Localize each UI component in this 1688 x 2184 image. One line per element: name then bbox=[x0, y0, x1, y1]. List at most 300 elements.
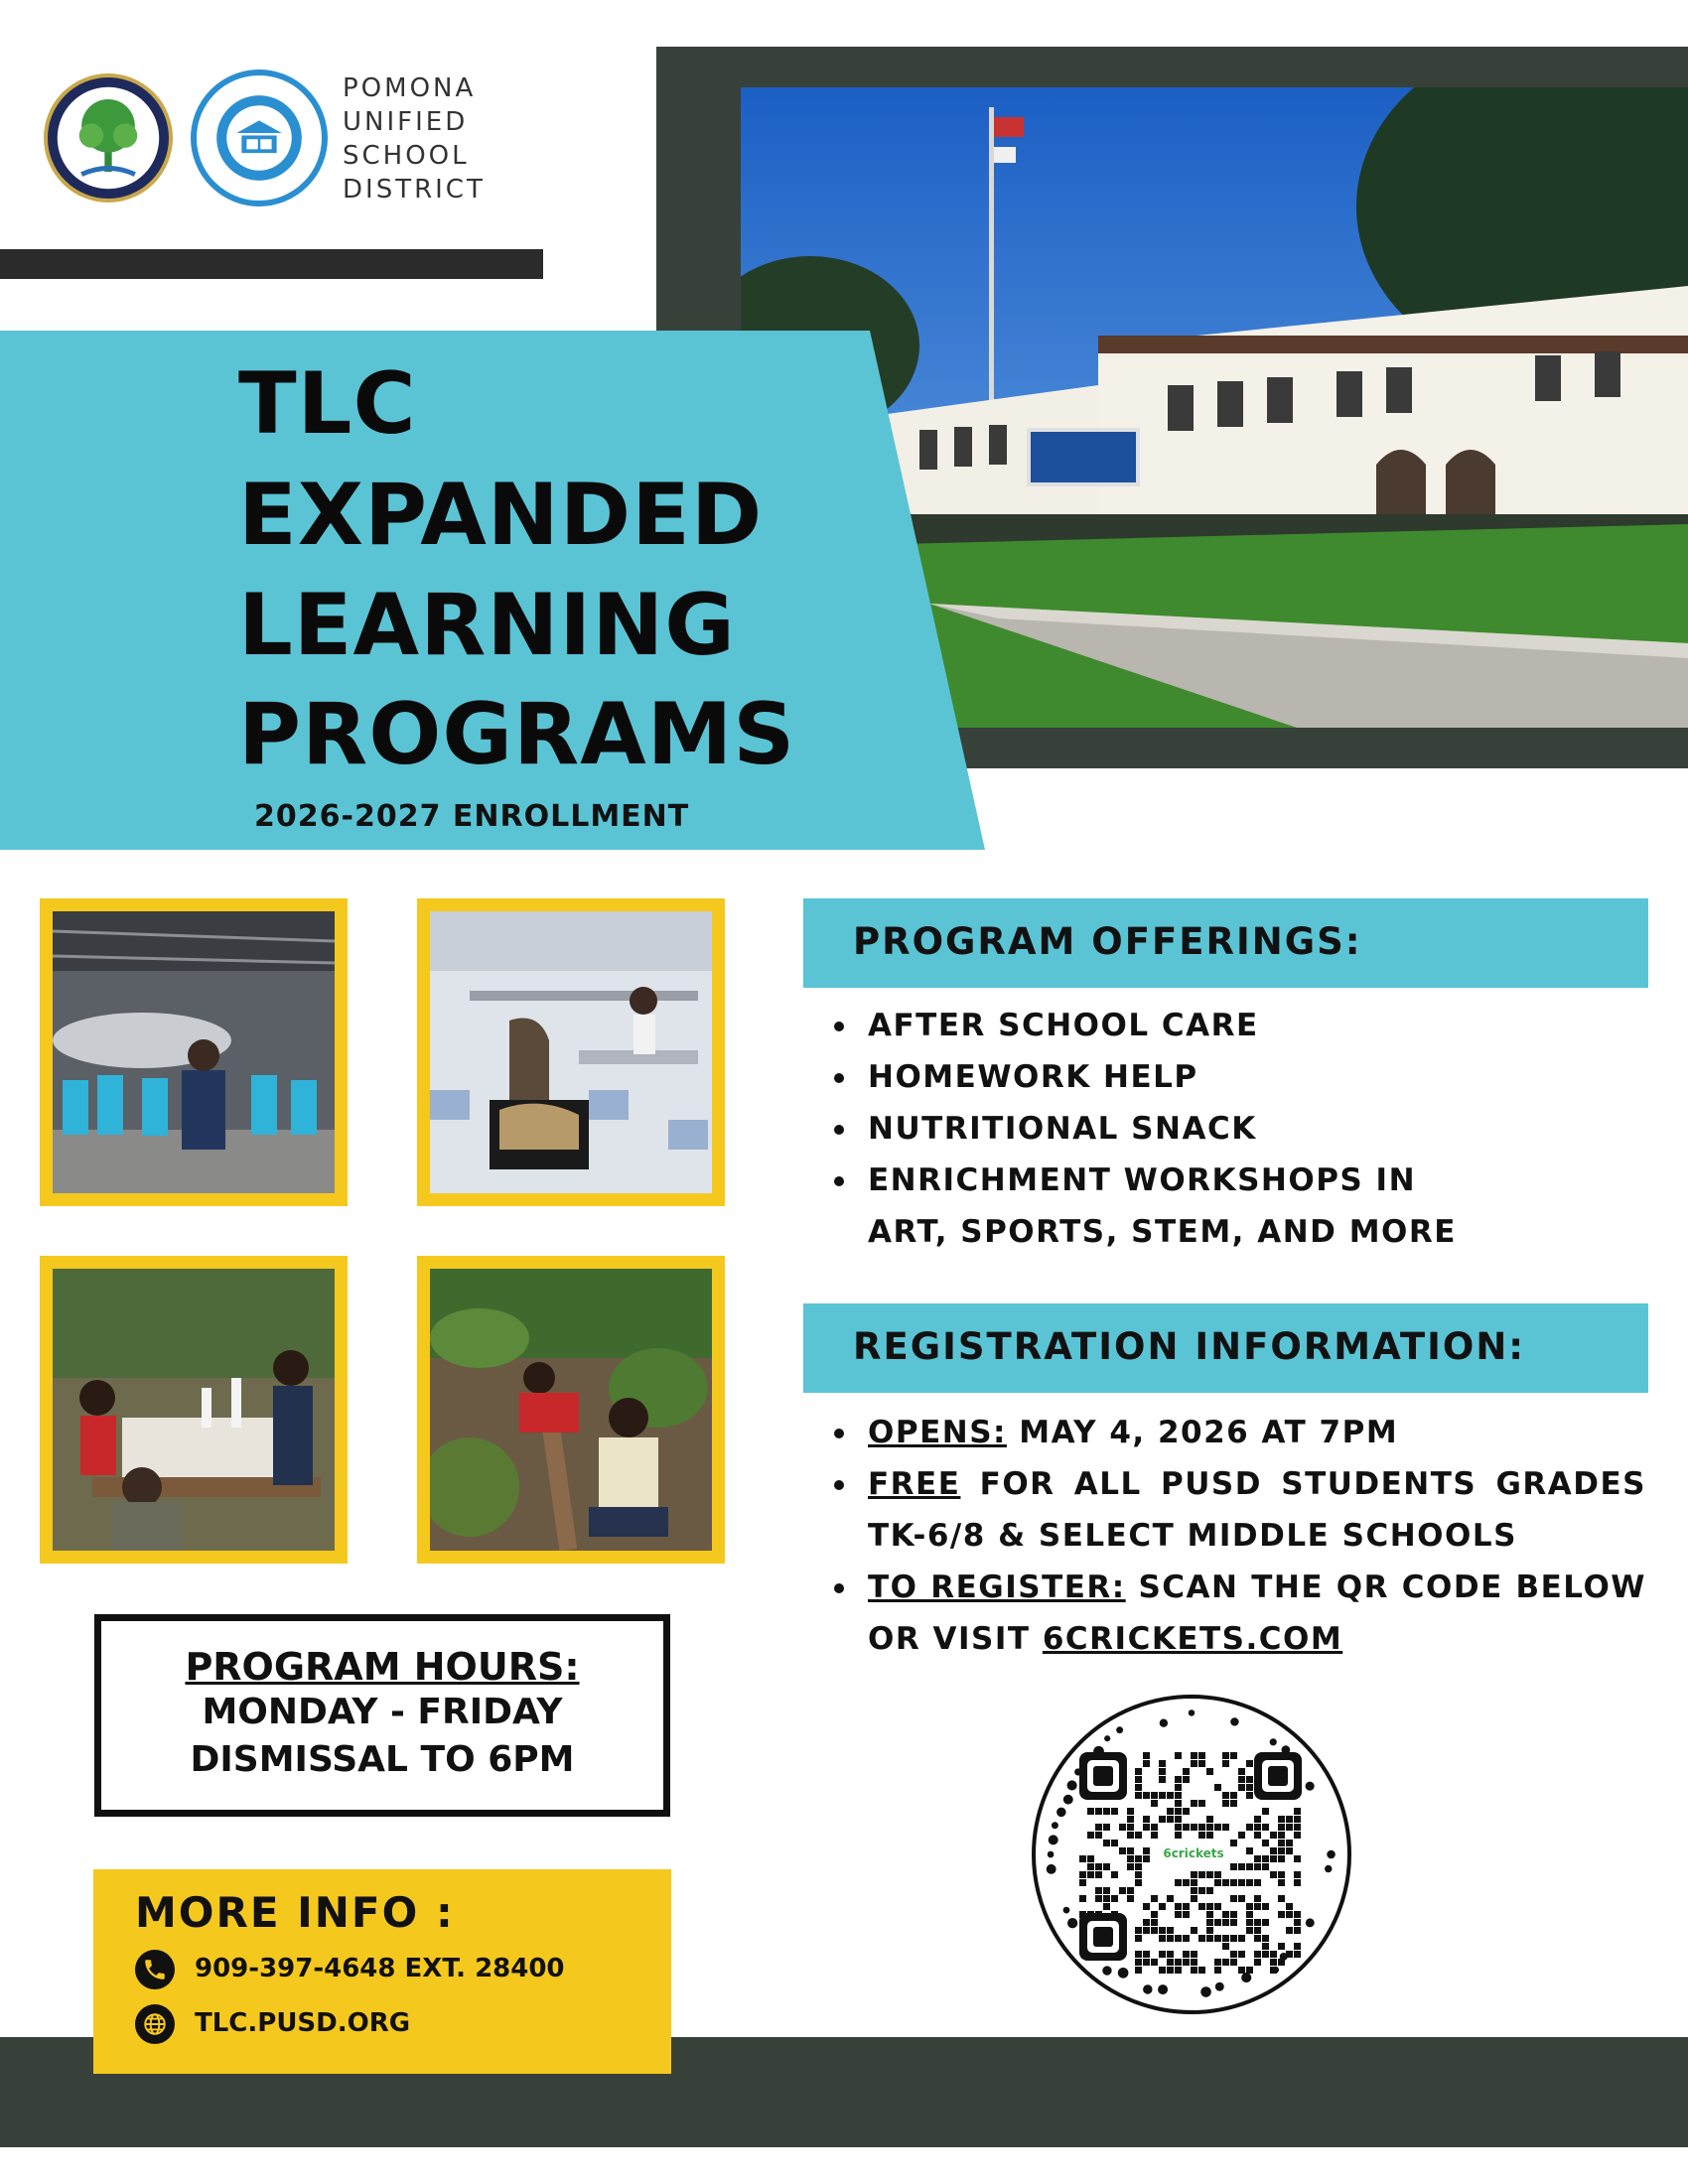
qr-module bbox=[1087, 1808, 1094, 1815]
qr-module bbox=[1286, 1816, 1293, 1823]
qr-module bbox=[1270, 1855, 1277, 1862]
qr-module bbox=[1254, 1879, 1261, 1886]
district-name-line: SCHOOL bbox=[343, 141, 470, 171]
qr-module bbox=[1198, 1887, 1205, 1894]
qr-module bbox=[1246, 1903, 1253, 1910]
qr-module bbox=[1246, 1863, 1253, 1870]
register-link[interactable]: 6CRICKETS.COM bbox=[1042, 1621, 1343, 1657]
program-hours-days: MONDAY - FRIDAY bbox=[202, 1692, 563, 1732]
qr-module bbox=[1206, 1919, 1213, 1926]
qr-module bbox=[1135, 1792, 1142, 1799]
qr-module bbox=[1183, 1879, 1190, 1886]
qr-module bbox=[1206, 1871, 1213, 1878]
qr-module bbox=[1175, 1879, 1182, 1886]
qr-module bbox=[1222, 1824, 1229, 1831]
qr-module bbox=[1206, 1911, 1213, 1918]
qr-module bbox=[1278, 1855, 1285, 1862]
qr-module bbox=[1198, 1832, 1205, 1839]
qr-module bbox=[1151, 1927, 1158, 1934]
qr-module bbox=[1175, 1903, 1182, 1910]
registration-qr-code[interactable] bbox=[1030, 1693, 1353, 2016]
qr-module bbox=[1087, 1855, 1094, 1862]
qr-module bbox=[1286, 1911, 1293, 1918]
qr-module bbox=[1103, 1895, 1110, 1902]
qr-module bbox=[1230, 1863, 1237, 1870]
qr-module bbox=[1254, 1919, 1261, 1926]
qr-module bbox=[1143, 1847, 1150, 1854]
qr-module bbox=[1262, 1903, 1269, 1910]
qr-module bbox=[1151, 1959, 1158, 1966]
qr-module bbox=[1278, 1871, 1285, 1878]
qr-ring-dot bbox=[1048, 1851, 1055, 1858]
qr-module bbox=[1151, 1824, 1158, 1831]
qr-module bbox=[1143, 1752, 1150, 1759]
list-item: NUTRITIONAL SNACK bbox=[830, 1103, 1646, 1155]
qr-module bbox=[1191, 1760, 1197, 1767]
program-offerings-title: PROGRAM OFFERINGS: bbox=[853, 920, 1362, 963]
qr-module bbox=[1135, 1776, 1142, 1783]
qr-module bbox=[1183, 1911, 1190, 1918]
qr-ring-dot bbox=[1102, 1966, 1111, 1975]
qr-ring-dot bbox=[1270, 1738, 1277, 1745]
qr-module bbox=[1246, 1967, 1253, 1974]
qr-module bbox=[1127, 1832, 1134, 1839]
qr-module bbox=[1111, 1840, 1118, 1846]
qr-module bbox=[1294, 1943, 1301, 1950]
qr-module bbox=[1119, 1824, 1126, 1831]
qr-module bbox=[1262, 1951, 1269, 1958]
district-name-line: POMONA bbox=[343, 73, 477, 103]
qr-module bbox=[1175, 1784, 1182, 1791]
qr-module bbox=[1238, 1967, 1245, 1974]
qr-module bbox=[1206, 1935, 1213, 1942]
qr-module bbox=[1238, 1776, 1245, 1783]
qr-module bbox=[1246, 1919, 1253, 1926]
qr-module bbox=[1238, 1768, 1245, 1775]
qr-module bbox=[1230, 1792, 1237, 1799]
qr-module bbox=[1198, 1752, 1205, 1759]
qr-module bbox=[1206, 1768, 1213, 1775]
qr-module bbox=[1167, 1967, 1174, 1974]
qr-module bbox=[1111, 1808, 1118, 1815]
globe-icon bbox=[135, 2004, 175, 2044]
qr-module bbox=[1198, 1871, 1205, 1878]
qr-module bbox=[1254, 1855, 1261, 1862]
qr-module bbox=[1191, 1959, 1197, 1966]
qr-ring-dot bbox=[1160, 1719, 1168, 1727]
qr-module bbox=[1167, 1951, 1174, 1958]
qr-module bbox=[1191, 1824, 1197, 1831]
qr-module bbox=[1262, 1943, 1269, 1950]
qr-module bbox=[1238, 1784, 1245, 1791]
qr-module bbox=[1151, 1832, 1158, 1839]
qr-ring-dot bbox=[1200, 1986, 1211, 1997]
qr-module bbox=[1095, 1871, 1102, 1878]
qr-module bbox=[1095, 1832, 1102, 1839]
qr-module bbox=[1198, 1967, 1205, 1974]
qr-module bbox=[1294, 1919, 1301, 1926]
qr-module bbox=[1127, 1887, 1134, 1894]
qr-module bbox=[1175, 1935, 1182, 1942]
page-title-line: EXPANDED bbox=[238, 466, 764, 565]
qr-ring-dot bbox=[1047, 1864, 1056, 1874]
qr-module bbox=[1246, 1927, 1253, 1934]
qr-module bbox=[1079, 1879, 1086, 1886]
qr-module bbox=[1286, 1840, 1293, 1846]
qr-module bbox=[1254, 1832, 1261, 1839]
qr-module bbox=[1191, 1887, 1197, 1894]
qr-module bbox=[1214, 1824, 1221, 1831]
qr-module bbox=[1222, 1800, 1229, 1807]
page-title-line: TLC bbox=[238, 354, 417, 454]
qr-module bbox=[1095, 1887, 1102, 1894]
qr-module bbox=[1143, 1816, 1150, 1823]
program-hours-time: DISMISSAL TO 6PM bbox=[190, 1739, 575, 1780]
qr-module bbox=[1198, 1760, 1205, 1767]
register-label: TO REGISTER: bbox=[868, 1570, 1126, 1605]
phone-number[interactable]: 909-397-4648 EXT. 28400 bbox=[195, 1954, 565, 1983]
qr-module bbox=[1143, 1792, 1150, 1799]
qr-module bbox=[1214, 1784, 1221, 1791]
qr-module bbox=[1127, 1863, 1134, 1870]
qr-module bbox=[1183, 1935, 1190, 1942]
qr-module bbox=[1286, 1847, 1293, 1854]
qr-module bbox=[1222, 1792, 1229, 1799]
qr-module bbox=[1262, 1824, 1269, 1831]
qr-module bbox=[1230, 1959, 1237, 1966]
qr-module bbox=[1175, 1808, 1182, 1815]
qr-module bbox=[1222, 1935, 1229, 1942]
qr-ring-dot bbox=[1052, 1822, 1058, 1829]
qr-ring-dot bbox=[1215, 1982, 1224, 1991]
qr-module bbox=[1135, 1927, 1142, 1934]
qr-ring-dot bbox=[1116, 1726, 1123, 1733]
register-text: SCAN THE QR CODE BELOW OR VISIT bbox=[868, 1570, 1646, 1657]
qr-module bbox=[1254, 1927, 1261, 1934]
qr-ring-dot bbox=[1143, 1984, 1152, 1993]
registration-title: REGISTRATION INFORMATION: bbox=[853, 1325, 1526, 1368]
qr-module bbox=[1095, 1808, 1102, 1815]
qr-ring-dot bbox=[1063, 1907, 1070, 1914]
list-item bbox=[830, 1562, 1646, 1665]
qr-module bbox=[1246, 1824, 1253, 1831]
qr-module bbox=[1143, 1927, 1150, 1934]
qr-module bbox=[1294, 1911, 1301, 1918]
page-title-line: PROGRAMS bbox=[238, 685, 796, 784]
qr-module bbox=[1198, 1935, 1205, 1942]
qr-module bbox=[1230, 1919, 1237, 1926]
qr-module bbox=[1294, 1824, 1301, 1831]
qr-module bbox=[1159, 1903, 1166, 1910]
qr-module bbox=[1135, 1768, 1142, 1775]
qr-module bbox=[1135, 1855, 1142, 1862]
qr-module bbox=[1183, 1768, 1190, 1775]
qr-module bbox=[1103, 1863, 1110, 1870]
qr-ring-dot bbox=[1327, 1850, 1336, 1859]
qr-module bbox=[1230, 1879, 1237, 1886]
qr-module bbox=[1135, 1863, 1142, 1870]
qr-module bbox=[1206, 1824, 1213, 1831]
qr-module bbox=[1222, 1752, 1229, 1759]
qr-module bbox=[1254, 1863, 1261, 1870]
qr-module bbox=[1286, 1927, 1293, 1934]
qr-module bbox=[1143, 1959, 1150, 1966]
qr-ring-dot bbox=[1306, 1918, 1315, 1927]
qr-module bbox=[1238, 1895, 1245, 1902]
qr-ring-dot bbox=[1280, 1953, 1288, 1961]
qr-module bbox=[1167, 1816, 1174, 1823]
qr-module bbox=[1214, 1903, 1221, 1910]
list-item bbox=[830, 1458, 1646, 1562]
qr-ring-dot bbox=[1241, 1973, 1251, 1982]
qr-module bbox=[1079, 1855, 1086, 1862]
qr-ring-dot bbox=[1118, 1968, 1129, 1979]
qr-module bbox=[1230, 1911, 1237, 1918]
qr-module bbox=[1183, 1824, 1190, 1831]
qr-module bbox=[1294, 1871, 1301, 1878]
list-item bbox=[830, 1407, 1646, 1458]
qr-module bbox=[1087, 1871, 1094, 1878]
qr-module bbox=[1294, 1879, 1301, 1886]
qr-module bbox=[1270, 1847, 1277, 1854]
qr-module bbox=[1294, 1855, 1301, 1862]
qr-module bbox=[1222, 1919, 1229, 1926]
qr-ring-dot bbox=[1158, 1984, 1168, 1994]
qr-module bbox=[1222, 1911, 1229, 1918]
qr-ring-dot bbox=[1189, 1709, 1195, 1715]
qr-module bbox=[1175, 1832, 1182, 1839]
qr-module bbox=[1206, 1903, 1213, 1910]
qr-module bbox=[1254, 1895, 1261, 1902]
qr-module bbox=[1214, 1919, 1221, 1926]
program-offerings-list bbox=[830, 1000, 1646, 1258]
qr-module bbox=[1127, 1816, 1134, 1823]
qr-module bbox=[1294, 1832, 1301, 1839]
header-divider bbox=[0, 249, 543, 279]
qr-module bbox=[1143, 1919, 1150, 1926]
qr-module bbox=[1278, 1824, 1285, 1831]
program-hours-title: PROGRAM HOURS: bbox=[185, 1645, 580, 1689]
qr-module bbox=[1159, 1967, 1166, 1974]
qr-module bbox=[1159, 1776, 1166, 1783]
qr-module bbox=[1151, 1911, 1158, 1918]
qr-module bbox=[1206, 1816, 1213, 1823]
qr-module bbox=[1191, 1800, 1197, 1807]
qr-module bbox=[1095, 1824, 1102, 1831]
qr-module bbox=[1254, 1816, 1261, 1823]
qr-ring-dot bbox=[1230, 1717, 1238, 1725]
qr-module bbox=[1254, 1951, 1261, 1958]
qr-module bbox=[1151, 1792, 1158, 1799]
qr-module bbox=[1119, 1847, 1126, 1854]
qr-module bbox=[1135, 1935, 1142, 1942]
qr-module bbox=[1151, 1919, 1158, 1926]
qr-module bbox=[1079, 1871, 1086, 1878]
qr-module bbox=[1214, 1967, 1221, 1974]
qr-module bbox=[1167, 1808, 1174, 1815]
free-text: FOR ALL PUSD STUDENTS GRADES TK-6/8 & SELECT MIDDLE SCHOOLS bbox=[868, 1466, 1646, 1554]
qr-module bbox=[1087, 1863, 1094, 1870]
qr-ring-dot bbox=[1067, 1918, 1077, 1928]
qr-module bbox=[1262, 1840, 1269, 1846]
qr-module bbox=[1159, 1935, 1166, 1942]
qr-module bbox=[1111, 1895, 1118, 1902]
qr-module bbox=[1095, 1895, 1102, 1902]
qr-module bbox=[1135, 1951, 1142, 1958]
qr-module bbox=[1270, 1832, 1277, 1839]
qr-module bbox=[1175, 1800, 1182, 1807]
qr-module bbox=[1127, 1895, 1134, 1902]
qr-module bbox=[1135, 1879, 1142, 1886]
qr-module bbox=[1135, 1784, 1142, 1791]
qr-module bbox=[1214, 1959, 1221, 1966]
qr-module bbox=[1103, 1824, 1110, 1831]
qr-module bbox=[1230, 1951, 1237, 1958]
qr-module bbox=[1238, 1832, 1245, 1839]
qr-ring-dot bbox=[1056, 1808, 1066, 1818]
qr-module bbox=[1270, 1951, 1277, 1958]
qr-module bbox=[1175, 1911, 1182, 1918]
qr-module bbox=[1278, 1832, 1285, 1839]
qr-ring-dot bbox=[1272, 1967, 1279, 1974]
qr-module bbox=[1262, 1935, 1269, 1942]
qr-module bbox=[1119, 1887, 1126, 1894]
qr-module bbox=[1191, 1951, 1197, 1958]
opens-label: OPENS: bbox=[868, 1415, 1007, 1450]
qr-module bbox=[1183, 1959, 1190, 1966]
qr-module bbox=[1175, 1967, 1182, 1974]
qr-module bbox=[1222, 1943, 1229, 1950]
qr-module bbox=[1206, 1832, 1213, 1839]
qr-module bbox=[1135, 1959, 1142, 1966]
qr-module bbox=[1278, 1943, 1285, 1950]
pusd-seal-logo bbox=[191, 69, 328, 206]
district-name-line: UNIFIED bbox=[343, 107, 469, 137]
qr-module bbox=[1103, 1840, 1110, 1846]
qr-module bbox=[1254, 1903, 1261, 1910]
qr-module bbox=[1238, 1935, 1245, 1942]
qr-module bbox=[1087, 1832, 1094, 1839]
qr-module bbox=[1127, 1824, 1134, 1831]
program-hours-box bbox=[94, 1614, 670, 1817]
qr-module bbox=[1159, 1927, 1166, 1934]
qr-center-label: 6crickets bbox=[1163, 1846, 1224, 1860]
qr-module bbox=[1254, 1959, 1261, 1966]
qr-module bbox=[1127, 1847, 1134, 1854]
qr-module bbox=[1230, 1935, 1237, 1942]
qr-module bbox=[1238, 1951, 1245, 1958]
qr-module bbox=[1191, 1927, 1197, 1934]
qr-module bbox=[1262, 1863, 1269, 1870]
qr-module bbox=[1198, 1903, 1205, 1910]
qr-module bbox=[1230, 1840, 1237, 1846]
opens-text: MAY 4, 2026 AT 7PM bbox=[1006, 1415, 1399, 1450]
qr-module bbox=[1167, 1792, 1174, 1799]
qr-ring-dot bbox=[1325, 1865, 1332, 1872]
qr-module bbox=[1159, 1792, 1166, 1799]
qr-module bbox=[1230, 1895, 1237, 1902]
qr-module bbox=[1143, 1903, 1150, 1910]
qr-module bbox=[1175, 1824, 1182, 1831]
list-item: ENRICHMENT WORKSHOPS IN ART, SPORTS, STEM, AND MORE bbox=[830, 1155, 1464, 1258]
qr-module bbox=[1167, 1927, 1174, 1934]
qr-module bbox=[1143, 1951, 1150, 1958]
qr-module bbox=[1294, 1808, 1301, 1815]
qr-module bbox=[1230, 1800, 1237, 1807]
qr-module bbox=[1111, 1871, 1118, 1878]
qr-module bbox=[1183, 1808, 1190, 1815]
qr-module bbox=[1175, 1816, 1182, 1823]
page-title-line: LEARNING bbox=[238, 576, 736, 675]
qr-module bbox=[1135, 1871, 1142, 1878]
qr-module bbox=[1230, 1752, 1237, 1759]
activity-photo-crafts bbox=[40, 1256, 348, 1564]
qr-module bbox=[1246, 1760, 1253, 1767]
qr-module bbox=[1151, 1800, 1158, 1807]
qr-module bbox=[1262, 1808, 1269, 1815]
qr-module bbox=[1127, 1855, 1134, 1862]
activity-photo-hangar bbox=[40, 898, 348, 1206]
qr-module bbox=[1175, 1752, 1182, 1759]
qr-module bbox=[1246, 1911, 1253, 1918]
district-name bbox=[343, 71, 541, 206]
qr-module bbox=[1198, 1824, 1205, 1831]
qr-ring-dot bbox=[1306, 1782, 1315, 1791]
qr-module bbox=[1286, 1903, 1293, 1910]
qr-module bbox=[1254, 1824, 1261, 1831]
qr-module bbox=[1278, 1879, 1285, 1886]
qr-module bbox=[1175, 1792, 1182, 1799]
qr-module bbox=[1167, 1959, 1174, 1966]
list-item: HOMEWORK HELP bbox=[830, 1051, 1646, 1103]
more-info-title: MORE INFO : bbox=[135, 1888, 455, 1937]
qr-module bbox=[1167, 1935, 1174, 1942]
free-label: FREE bbox=[868, 1466, 961, 1502]
qr-module bbox=[1135, 1967, 1142, 1974]
qr-module bbox=[1143, 1855, 1150, 1862]
qr-module bbox=[1159, 1816, 1166, 1823]
qr-module bbox=[1159, 1760, 1166, 1767]
qr-module bbox=[1206, 1927, 1213, 1934]
list-item: AFTER SCHOOL CARE bbox=[830, 1000, 1646, 1051]
qr-module bbox=[1127, 1808, 1134, 1815]
qr-module bbox=[1278, 1847, 1285, 1854]
qr-module bbox=[1191, 1967, 1197, 1974]
qr-module bbox=[1222, 1959, 1229, 1966]
qr-module bbox=[1214, 1871, 1221, 1878]
qr-module bbox=[1079, 1895, 1086, 1902]
activity-photo-garden bbox=[417, 1256, 725, 1564]
qr-module bbox=[1103, 1887, 1110, 1894]
qr-module bbox=[1278, 1840, 1285, 1846]
qr-module bbox=[1294, 1816, 1301, 1823]
qr-module bbox=[1294, 1951, 1301, 1958]
qr-module bbox=[1198, 1800, 1205, 1807]
qr-ring-dot bbox=[1067, 1780, 1077, 1790]
qr-module bbox=[1167, 1895, 1174, 1902]
qr-module bbox=[1183, 1951, 1190, 1958]
website-link[interactable]: TLC.PUSD.ORG bbox=[195, 2008, 411, 2038]
qr-module bbox=[1159, 1768, 1166, 1775]
qr-module bbox=[1135, 1832, 1142, 1839]
qr-module bbox=[1159, 1951, 1166, 1958]
qr-module bbox=[1222, 1879, 1229, 1886]
activity-photo-cafeteria bbox=[417, 898, 725, 1206]
qr-module bbox=[1278, 1816, 1285, 1823]
qr-module bbox=[1246, 1879, 1253, 1886]
qr-module bbox=[1191, 1752, 1197, 1759]
phone-icon bbox=[135, 1950, 175, 1989]
